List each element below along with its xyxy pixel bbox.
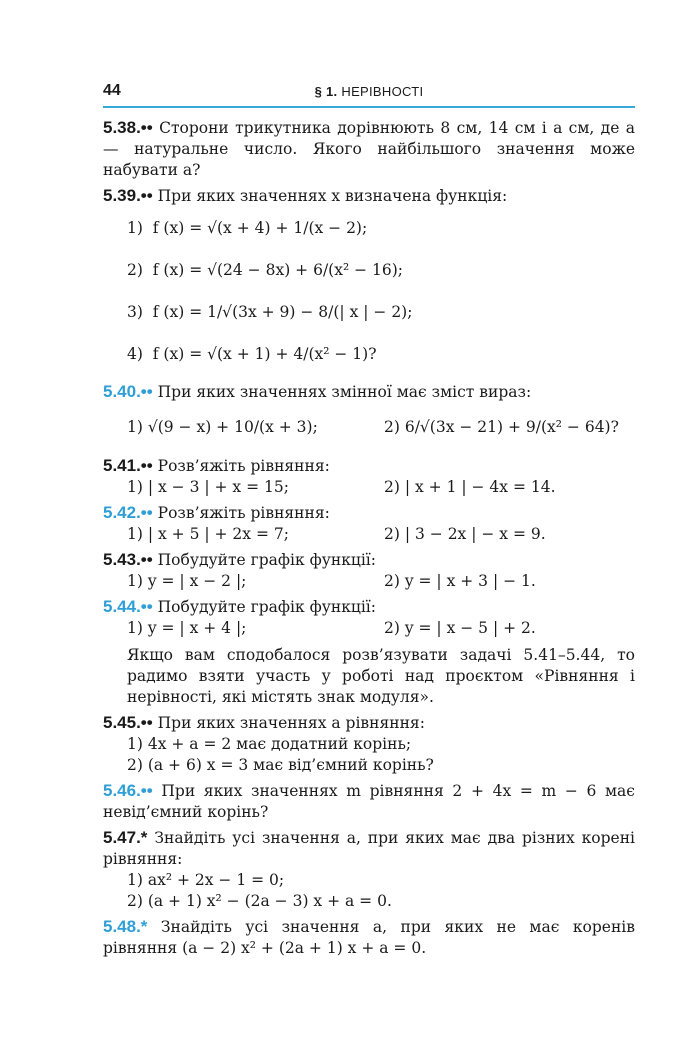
problem-text: При яких значеннях x визначена функція:	[157, 187, 508, 205]
problem-text: Розв’яжіть рівняння:	[157, 457, 330, 475]
problem-text: При яких значеннях m рівняння 2 + 4x = m − 6 має невід’ємний корінь?	[103, 782, 635, 821]
problem-text: Сторони трикутника дорівнюють 8 см, 14 см і a см, де a — натуральне число. Якого найбільшого значення може набувати a?	[103, 119, 635, 179]
problem-5-38	[103, 117, 635, 181]
problem-5-44	[103, 596, 635, 618]
problem-5-41	[103, 455, 635, 477]
equation-item: 1) y = | x + 4 |;	[127, 619, 247, 637]
formula-item: 1) f (x) = √(x + 4) + 1/(x − 2);	[127, 218, 368, 237]
equation-item: 1) ax² + 2x − 1 = 0;	[127, 871, 285, 889]
problem-5-43	[103, 549, 635, 571]
problem-number: 5.44.••	[103, 597, 153, 616]
equation-item: 2) (a + 1) x² − (2a − 3) x + a = 0.	[127, 892, 392, 910]
section-name: НЕРІВНОСТІ	[341, 84, 424, 99]
problem-text: Знайдіть усі значення a, при яких не має коренів рівняння (a − 2) x² + (2a + 1) x + a = 0.	[103, 918, 635, 957]
header-rule	[103, 106, 635, 108]
problem-5-45	[103, 712, 635, 734]
problem-number: 5.45.••	[103, 713, 153, 732]
problem-5-47	[103, 827, 635, 870]
formula-row	[103, 403, 635, 451]
problem-5-39	[103, 185, 635, 207]
formula-item: 2) 6/√(3x − 21) + 9/(x² − 64)?	[384, 417, 619, 436]
problem-number: 5.48.*	[103, 917, 148, 936]
answer-row	[103, 618, 635, 639]
answer-row	[103, 571, 635, 592]
problem-text: Знайдіть усі значення a, при яких має два різних корені рівняння:	[103, 829, 635, 868]
problem-text: При яких значеннях a рівняння:	[157, 714, 425, 732]
formula-item: 1) √(9 − x) + 10/(x + 3);	[127, 417, 318, 436]
equation-item: 1) 4x + a = 2 має додатний корінь;	[127, 735, 412, 753]
problem-number: 5.38.••	[103, 118, 153, 137]
equation-item: 1) y = | x − 2 |;	[127, 572, 247, 590]
project-note: Якщо вам сподобалося розв’язувати задачі 5.41–5.44, то радимо взяти участь у роботі над проєктом «Рівняння і нерівності, які містять знак модуля».	[127, 646, 635, 706]
page-number: 44	[103, 82, 121, 99]
equation-item: 2) y = | x − 5 | + 2.	[384, 619, 536, 637]
problem-text: При яких значеннях змінної має зміст вираз:	[157, 383, 532, 401]
problem-number: 5.41.••	[103, 456, 153, 475]
problem-number: 5.42.••	[103, 503, 153, 522]
problem-5-46	[103, 780, 635, 823]
equation-item: 1) | x + 5 | + 2x = 7;	[127, 525, 289, 543]
problem-text: Побудуйте графік функції:	[157, 598, 376, 616]
problem-5-40	[103, 381, 635, 403]
section-mark: § 1.	[314, 84, 338, 99]
equation-item: 2) | x + 1 | − 4x = 14.	[384, 478, 556, 496]
problem-5-48	[103, 916, 635, 959]
formula-item: 3) f (x) = 1/√(3x + 9) − 8/(| x | − 2);	[127, 302, 413, 321]
problem-number: 5.39.••	[103, 186, 153, 205]
problem-number: 5.40.••	[103, 382, 153, 401]
problem-text: Розв’яжіть рівняння:	[157, 504, 330, 522]
section-title	[103, 84, 635, 99]
formula-item: 2) f (x) = √(24 − 8x) + 6/(x² − 16);	[127, 260, 404, 279]
formula-item: 4) f (x) = √(x + 1) + 4/(x² − 1)?	[127, 344, 377, 363]
problem-5-42	[103, 502, 635, 524]
problem-number: 5.46.••	[103, 781, 153, 800]
equation-item: 2) (a + 6) x = 3 має від’ємний корінь?	[127, 756, 434, 774]
problem-number: 5.43.••	[103, 550, 153, 569]
page-header	[103, 82, 635, 104]
equation-item: 2) y = | x + 3 | − 1.	[384, 572, 536, 590]
equation-item: 2) | 3 − 2x | − x = 9.	[384, 525, 546, 543]
answer-row	[103, 477, 635, 498]
problem-number: 5.47.*	[103, 828, 148, 847]
equation-item: 1) | x − 3 | + x = 15;	[127, 478, 289, 496]
problem-text: Побудуйте графік функції:	[157, 551, 376, 569]
page-content	[103, 117, 635, 959]
answer-row	[103, 524, 635, 545]
